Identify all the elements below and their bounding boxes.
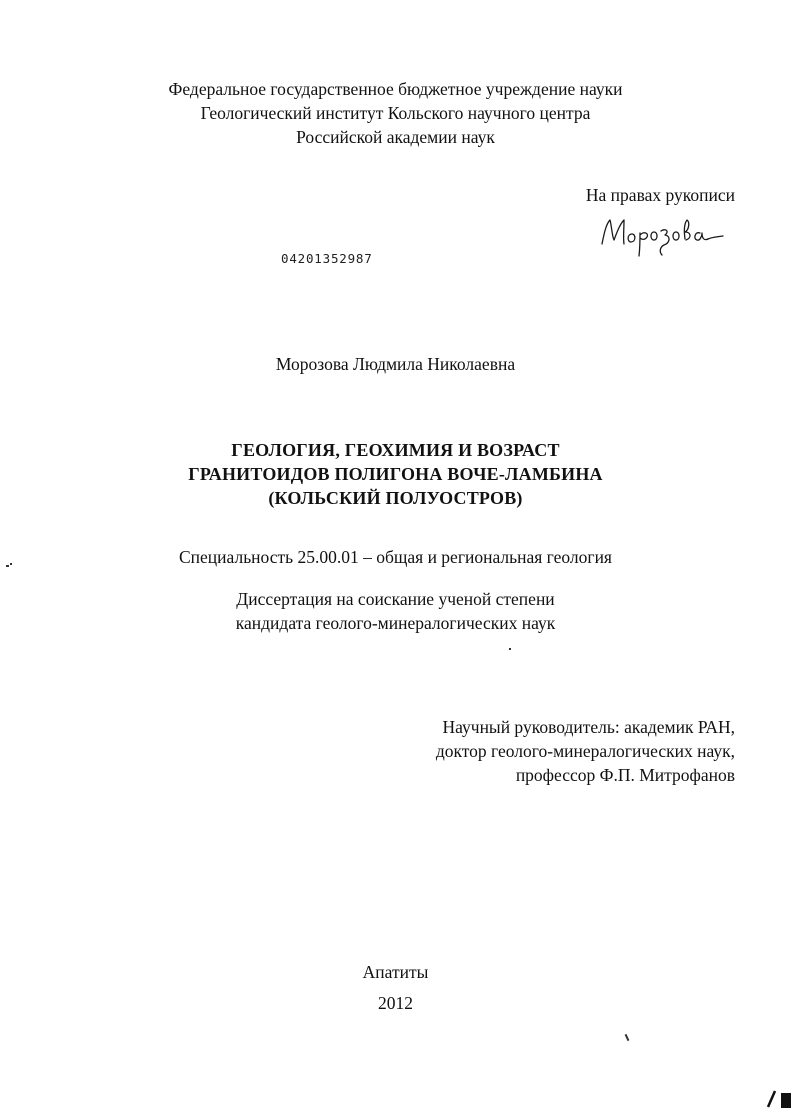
degree-statement bbox=[0, 587, 791, 635]
scientific-supervisor bbox=[436, 715, 735, 787]
dissertation-title bbox=[0, 438, 791, 510]
handwritten-signature bbox=[596, 208, 726, 258]
title-line-1: ГЕОЛОГИЯ, ГЕОХИМИЯ И ВОЗРАСТ bbox=[231, 440, 560, 460]
degree-line-2: кандидата геолого-минералогических наук bbox=[235, 613, 556, 633]
institution-line-2: Геологический институт Кольского научного центра bbox=[200, 103, 591, 123]
manuscript-rights-note: На правах рукописи bbox=[585, 185, 735, 205]
supervisor-line-1: Научный руководитель: академик РАН, bbox=[442, 717, 735, 737]
supervisor-line-3: профессор Ф.П. Митрофанов bbox=[515, 765, 735, 785]
author-name: Морозова Людмила Николаевна bbox=[275, 354, 516, 374]
scan-speck bbox=[10, 563, 12, 565]
institution-block bbox=[0, 77, 791, 149]
institution-line-3: Российской академии наук bbox=[296, 127, 495, 147]
supervisor-line-2: доктор геолого-минералогических наук, bbox=[435, 741, 735, 761]
scan-speck bbox=[625, 1034, 630, 1041]
year: 2012 bbox=[378, 993, 413, 1013]
city: Апатиты bbox=[362, 962, 429, 982]
title-line-3: (КОЛЬСКИЙ ПОЛУОСТРОВ) bbox=[268, 488, 523, 508]
scan-speck bbox=[6, 565, 9, 567]
degree-line-1: Диссертация на соискание ученой степени bbox=[236, 589, 555, 609]
title-line-2: ГРАНИТОИДОВ ПОЛИГОНА ВОЧЕ-ЛАМБИНА bbox=[188, 464, 603, 484]
library-registration-number: 04201352987 bbox=[281, 251, 373, 266]
scan-speck bbox=[509, 648, 511, 650]
specialty-line: Специальность 25.00.01 – общая и региональная геология bbox=[179, 547, 612, 567]
institution-line-1: Федеральное государственное бюджетное учреждение науки bbox=[168, 79, 623, 99]
scan-edge-mark bbox=[766, 1085, 791, 1108]
